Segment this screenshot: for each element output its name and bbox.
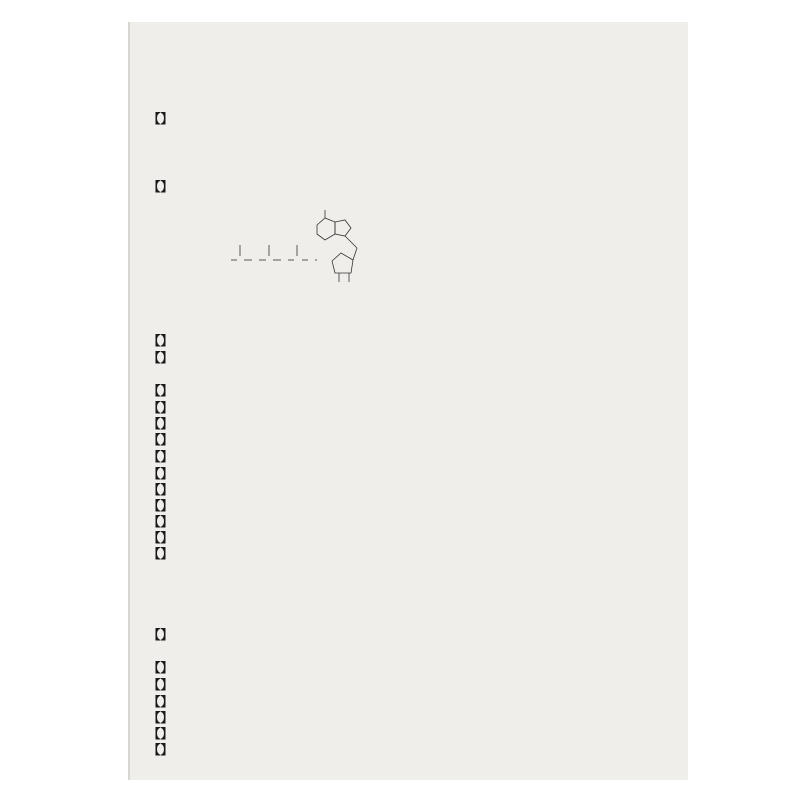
section-usage: 【】 bbox=[148, 400, 174, 415]
section-children: 【】 bbox=[148, 482, 174, 497]
section-ingredients-heading: 【】 bbox=[148, 179, 174, 194]
section-drug-name-heading: 【】 bbox=[148, 111, 174, 126]
section-maker-heading: 【】 bbox=[148, 742, 174, 757]
section-elderly: 【】 bbox=[148, 498, 174, 513]
section-indication: 【】 bbox=[148, 350, 174, 365]
section-package: 【】 bbox=[148, 677, 174, 692]
formula-row bbox=[158, 300, 164, 315]
generic-name-row bbox=[148, 129, 170, 144]
section-pharmacology: 【】 bbox=[148, 546, 174, 561]
section-character: 【】 bbox=[148, 333, 174, 348]
section-overdose: 【】 bbox=[148, 530, 174, 545]
section-pregnancy: 【】 bbox=[148, 466, 174, 481]
section-approval: 【】 bbox=[148, 726, 174, 741]
section-caution: 【】 bbox=[148, 449, 174, 464]
section-standard: 【】 bbox=[148, 710, 174, 725]
section-pharmacokinetics: 【】 bbox=[148, 627, 174, 642]
section-spec: 【】 bbox=[148, 383, 174, 398]
sheet-edge bbox=[128, 22, 130, 780]
english-name-row bbox=[148, 145, 170, 161]
section-contra: 【】 bbox=[148, 432, 174, 447]
leaflet-sheet bbox=[128, 22, 688, 780]
pinyin-name-row bbox=[148, 161, 170, 177]
section-validity: 【】 bbox=[148, 694, 174, 709]
section-storage: 【】 bbox=[148, 660, 174, 675]
atp-structure-diagram bbox=[205, 200, 450, 300]
section-interaction: 【】 bbox=[148, 514, 174, 529]
section-adverse: 【】 bbox=[148, 416, 174, 431]
